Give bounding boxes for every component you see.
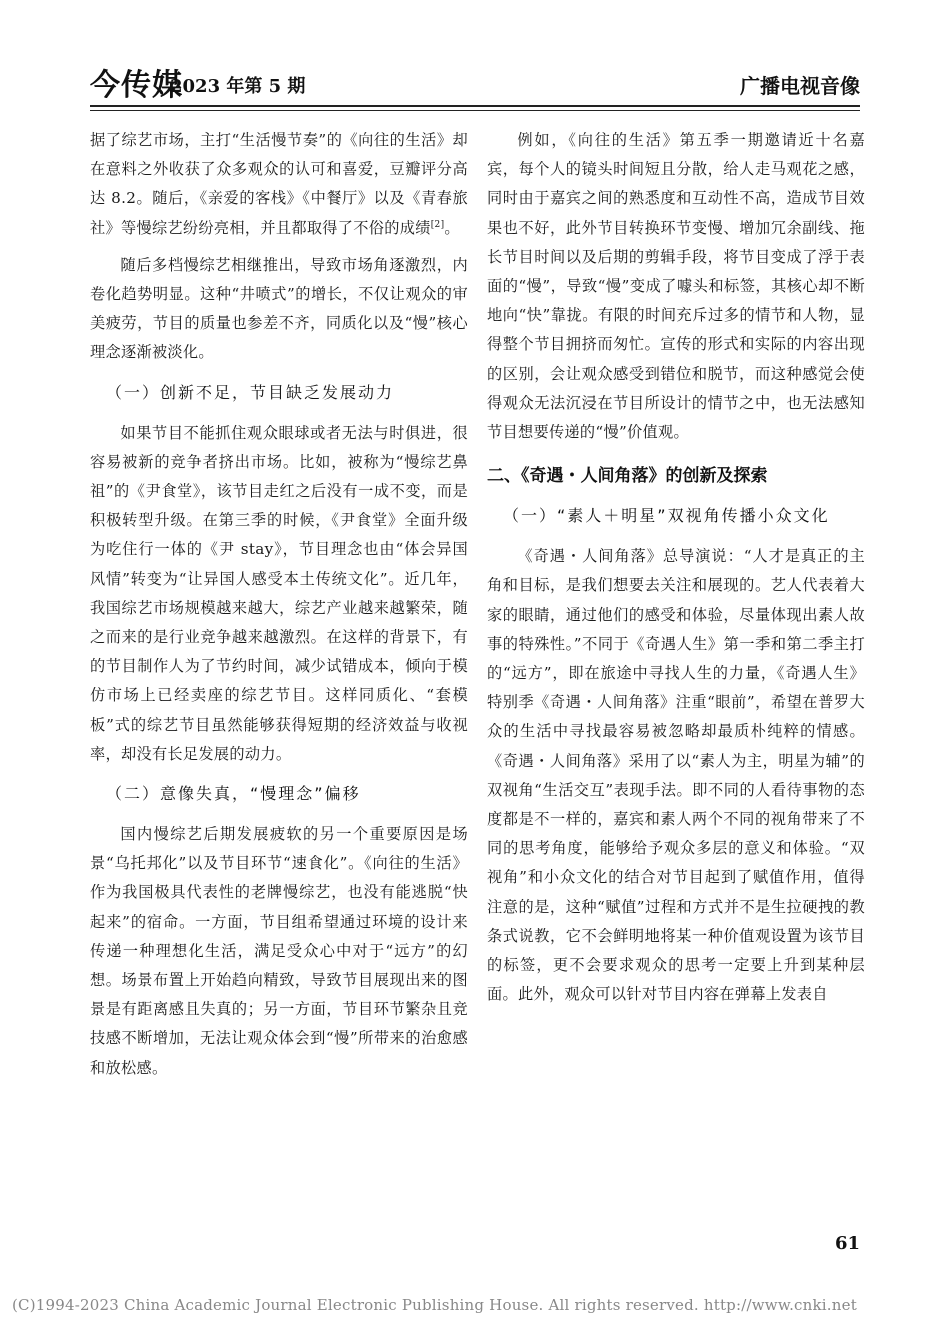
- header-rule-thick: [90, 105, 860, 107]
- header-rule-thin: [90, 110, 860, 111]
- paragraph: 国内慢综艺后期发展疲软的另一个重要原因是场景“乌托邦化”以及节目环节“速食化”。《向往的生活》作为我国极具代表性的老牌慢综艺，也没有能逃脱“快起来”的宿命。一方面，节目组希望通过环境的设计来传递一种理想化生活，满足受众心中对于“远方”的幻想。场景布置上开始趋向精致，导致节目展现出来的图景是有距离感且失真的；另一方面，节目环节繁杂且竞技感不断增加，无法让观众体会到“慢”所带来的治愈感和放松感。: [90, 825, 468, 1077]
- right-column: [487, 126, 865, 1009]
- paragraph: 随后多档慢综艺相继推出，导致市场角逐激烈，内卷化趋势明显。这种“井喷式”的增长，不仅让观众的审美疲劳，节目的质量也参差不齐，同质化以及“慢”核心理念逐渐被淡化。: [90, 255, 468, 362]
- journal-issue: 2023 年第 5 期: [170, 76, 306, 97]
- section-subheading: （一）“素人＋明星”双视角传播小众文化: [503, 506, 830, 526]
- section-name: 广播电视音像: [740, 74, 860, 98]
- left-column: [90, 126, 468, 1083]
- paragraph: [90, 126, 468, 243]
- section-subheading: （一）创新不足，节目缺乏发展动力: [106, 382, 395, 402]
- paragraph: 例如，《向往的生活》第五季一期邀请近十名嘉宾，每个人的镜头时间短且分散，给人走马观花之感，同时由于嘉宾之间的熟悉度和互动性不高，造成节目效果也不好，此外节目转换环节变慢、增加冗余副线、拖长节目时间以及后期的剪辑手段，将节目变成了浮于表面的“慢”，导致“慢”变成了噱头和标签，其核心却不断地向“快”靠拢。有限的时间充斥过多的情节和人物，显得整个节目拥挤而匆忙。宣传的形式和实际的内容出现的区别，会让观众感受到错位和脱节，而这种感觉会使得观众无法沉浸在节目所设计的情节之中，也无法感知节目想要传递的“慢”价值观。: [487, 131, 865, 442]
- page-number: 61: [834, 1233, 860, 1254]
- paragraph: 如果节目不能抓住观众眼球或者无法与时俱进，很容易被新的竞争者挤出市场。比如，被称为“慢综艺鼻祖”的《尹食堂》，该节目走红之后没有一成不变，而是积极转型升级。在第三季的时候，《尹食堂》全面升级为吃住行一体的《尹 stay》，节目理念也由“体会异国风情”转变为“让异国人感受本土传统文化”。近几年，我国综艺市场规模越来越大，综艺产业越来越繁荣，随之而来的是行业竞争越来越激烈。在这样的背景下，有的节目制作人为了节约时间，减少试错成本，倾向于模仿市场上已经卖座的综艺节目。这样同质化、“套模板”式的综艺节目虽然能够获得短期的经济效益与收视率，却没有长足发展的动力。: [90, 423, 468, 763]
- section-heading: 二、《奇遇・人间角落》的创新及探索: [487, 466, 768, 487]
- paragraph-text: 。: [444, 218, 460, 237]
- paragraph-text: 据了综艺市场，主打“生活慢节奏”的《向往的生活》却在意料之外收获了众多观众的认可和喜爱，豆瓣评分高达 8.2。随后，《亲爱的客栈》《中餐厅》以及《青春旅社》等慢综艺纷纷亮相，并且都取得了不俗的成绩: [90, 131, 468, 237]
- citation-ref: [2]: [430, 219, 445, 230]
- page-header: [90, 66, 860, 106]
- journal-name: 今传媒: [90, 68, 183, 103]
- copyright-notice: (C)1994-2023 China Academic Journal Electronic Publishing House. All rights reserved. http://www.cnki.net: [12, 1296, 857, 1314]
- section-subheading: （二）意像失真，“慢理念”偏移: [106, 784, 361, 804]
- paragraph: 《奇遇・人间角落》总导演说：“人才是真正的主角和目标，是我们想要去关注和展现的。艺人代表着大家的眼睛，通过他们的感受和体验，尽量体现出素人故事的特殊性。”不同于《奇遇人生》第一季和第二季主打的“远方”，即在旅途中寻找人生的力量，《奇遇人生》特别季《奇遇・人间角落》注重“眼前”，希望在普罗大众的生活中寻找最容易被忽略却最质朴纯粹的情感。《奇遇・人间角落》采用了以“素人为主，明星为辅”的双视角“生活交互”表现手法。即不同的人看待事物的态度都是不一样的，嘉宾和素人两个不同的视角带来了不同的思考角度，能够给予观众多层的意义和体验。“双视角”和小众文化的结合对节目起到了赋值作用，值得注意的是，这种“赋值”过程和方式并不是生拉硬拽的教条式说教，它不会鲜明地将某一种价值观设置为该节目的标签，更不会要求观众的思考一定要上升到某种层面。此外，观众可以针对节目内容在弹幕上发表自: [487, 547, 865, 1004]
